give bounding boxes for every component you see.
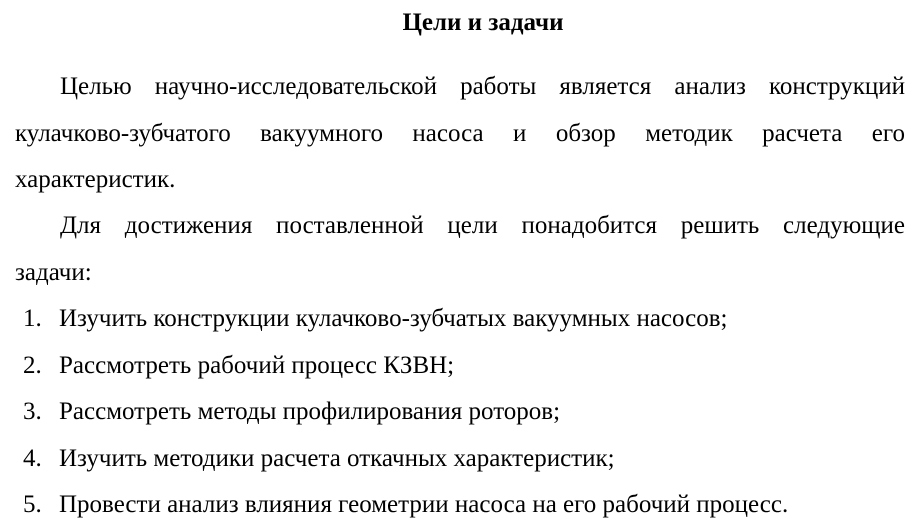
paragraph-tasks-intro xyxy=(15,203,905,296)
task-list xyxy=(0,296,919,529)
list-item-text: Изучить методики расчета откачных характеристик; xyxy=(59,444,615,472)
list-item-text: Рассмотреть рабочий процесс КЗВН; xyxy=(59,351,455,379)
list-item xyxy=(0,436,919,483)
list-item xyxy=(0,343,919,390)
list-item-number: 3. xyxy=(23,398,42,425)
list-item xyxy=(0,296,919,343)
list-item-number: 4. xyxy=(23,444,42,472)
paragraph-goal-line-2: кулачково-зубчатого вакуумного насоса и обзор методик расчета его xyxy=(15,119,905,147)
paragraph-goal-line-3: характеристик. xyxy=(15,166,176,193)
paragraph-goal xyxy=(15,64,905,204)
list-item-text: Провести анализ влияния геометрии насоса на его рабочий процесс. xyxy=(59,491,789,518)
list-item-number: 2. xyxy=(23,351,42,379)
paragraph-goal-line-1: Целью научно-исследовательской работы является анализ конструкций xyxy=(60,73,905,100)
paragraph-tasks-intro-line-1: Для достижения поставленной цели понадобится решить следующие xyxy=(60,212,905,239)
paragraph-tasks-intro-line-2: задачи: xyxy=(15,258,92,286)
section-title: Цели и задачи xyxy=(402,9,564,36)
list-item-text: Изучить конструкции кулачково-зубчатых вакуумных насосов; xyxy=(59,305,728,332)
list-item-number: 1. xyxy=(23,305,42,332)
list-item xyxy=(0,389,919,436)
list-item xyxy=(0,482,919,529)
list-item-number: 5. xyxy=(23,491,42,518)
list-item-text: Рассмотреть методы профилирования роторов; xyxy=(59,398,561,425)
